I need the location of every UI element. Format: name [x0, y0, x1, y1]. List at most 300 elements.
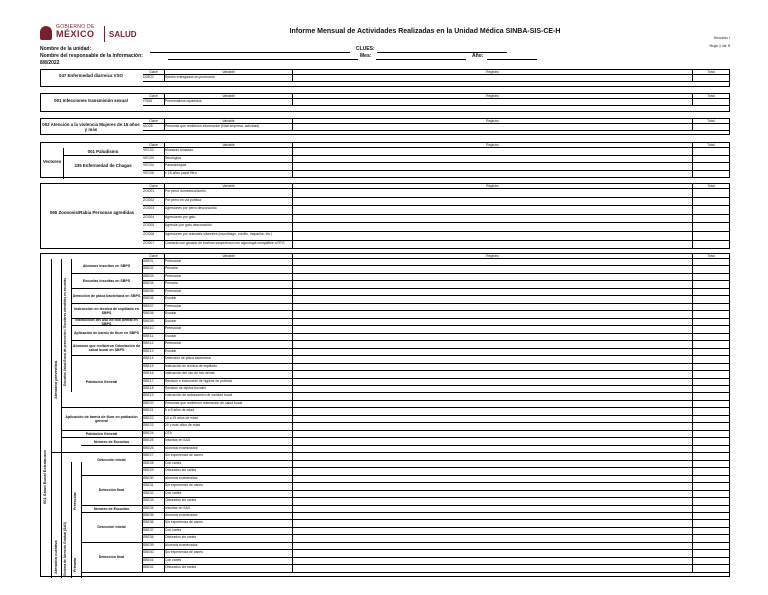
- row-total-input[interactable]: [693, 259, 730, 266]
- row-variable: Escolar: [165, 296, 293, 303]
- row-registro-input[interactable]: [293, 356, 693, 363]
- row-registro-input[interactable]: [293, 163, 693, 171]
- report-title: Informe Mensual de Actividades Realizadas en la Unidad Médica SINBA-SIS-CE-H: [289, 28, 561, 35]
- row-clave: ZOO02: [143, 198, 165, 207]
- row-clave: SBE26: [143, 446, 165, 453]
- section-number: Sección I: [713, 35, 730, 40]
- row-clave: ZOO01: [143, 189, 165, 198]
- row-clave: VEC03: [143, 156, 165, 164]
- escuelas-vertical-label: Escuelas Salud Bucal de prevención / Escolares atendidos en escuelas: [63, 277, 67, 386]
- row-total-input[interactable]: [693, 498, 730, 505]
- row-total-input[interactable]: [693, 483, 730, 490]
- row-clave: SBE08: [143, 311, 165, 318]
- group-label: Escuelas inscritas en SBPS: [71, 274, 143, 289]
- row-registro-input[interactable]: [293, 483, 693, 490]
- row-clave: ZOO07: [143, 241, 165, 250]
- group-label: Detección inicial: [81, 513, 143, 543]
- section-salud-bucal: [40, 253, 730, 577]
- primaria-vertical-label: Primaria: [73, 557, 77, 572]
- chagas-label: 235 Enfermedad de Chagas: [74, 163, 132, 168]
- row-total-input[interactable]: [693, 296, 730, 303]
- row-registro-input[interactable]: [293, 446, 693, 453]
- row-clave: SBE12: [143, 341, 165, 348]
- row-total-input[interactable]: [693, 438, 730, 445]
- row-registro-input[interactable]: [293, 379, 693, 386]
- row-variable: Preservativos repartidos: [165, 99, 293, 106]
- responsible-field[interactable]: [168, 59, 358, 60]
- col-variable: Variable: [165, 184, 293, 189]
- row-variable: Personas que recibieron información (total empresa, actividad): [165, 124, 293, 131]
- row-total-input[interactable]: [693, 379, 730, 386]
- row-total-input[interactable]: [693, 156, 730, 164]
- row-clave: SBE42: [143, 565, 165, 572]
- row-total-input[interactable]: [693, 189, 730, 198]
- row-clave: SBE29: [143, 468, 165, 475]
- row-variable: Con caries: [165, 461, 293, 468]
- row-total-input[interactable]: [693, 171, 730, 179]
- row-registro-input[interactable]: [293, 198, 693, 207]
- col-registro: Registro: [293, 143, 693, 148]
- group-label: Detección inicial: [81, 446, 143, 476]
- row-total-input[interactable]: [693, 393, 730, 400]
- row-total-input[interactable]: [693, 163, 730, 171]
- row-registro-input[interactable]: [293, 334, 693, 341]
- row-total-input[interactable]: [693, 75, 730, 82]
- row-variable: Obturados sin caries: [165, 468, 293, 475]
- row-clave: SBE16: [143, 371, 165, 378]
- row-variable: Primaria: [165, 266, 293, 273]
- row-total-input[interactable]: [693, 341, 730, 348]
- col-total: Total: [693, 184, 730, 189]
- row-variable: Revisión de tejidos bucales: [165, 386, 293, 393]
- group-label: Instrucción en técnica de cepillado en SBPS: [71, 304, 143, 319]
- col-registro: Registro: [293, 119, 693, 124]
- clues-label: CLUES:: [356, 46, 375, 52]
- vectores-label: Vectores: [42, 159, 62, 164]
- row-registro-input[interactable]: [293, 520, 693, 527]
- year-label: Año:: [472, 53, 484, 59]
- col-registro: Registro: [293, 254, 693, 259]
- col-total: Total: [693, 94, 730, 99]
- row-total-input[interactable]: [693, 124, 730, 131]
- row-total-input[interactable]: [693, 304, 730, 311]
- section-diarrheal: [40, 69, 730, 87]
- row-total-input[interactable]: [693, 423, 730, 430]
- row-total-input[interactable]: [693, 274, 730, 281]
- row-total-input[interactable]: [693, 550, 730, 557]
- row-registro-input[interactable]: [293, 274, 693, 281]
- row-registro-input[interactable]: [293, 565, 693, 572]
- row-registro-input[interactable]: [293, 476, 693, 483]
- row-total-input[interactable]: [693, 558, 730, 565]
- row-registro-input[interactable]: [293, 386, 693, 393]
- row-variable: Alumnos examinados: [165, 513, 293, 520]
- row-variable: Sin experiencia de caries: [165, 483, 293, 490]
- col-clave: Clave: [143, 94, 165, 99]
- group-label: Aplicación de barniz de flúor en población general: [61, 408, 143, 430]
- row-registro-input[interactable]: [293, 543, 693, 550]
- row-clave: SBE06: [143, 296, 165, 303]
- month-field[interactable]: [376, 59, 466, 60]
- row-clave: ZOO03: [143, 206, 165, 215]
- row-registro-input[interactable]: [293, 431, 693, 438]
- row-clave: ITS55: [143, 99, 165, 106]
- row-registro-input[interactable]: [293, 513, 693, 520]
- row-clave: DDE22: [143, 75, 165, 82]
- row-clave: SBE14: [143, 356, 165, 363]
- row-total-input[interactable]: [693, 356, 730, 363]
- row-registro-input[interactable]: [293, 393, 693, 400]
- row-clave: VIO25: [143, 124, 165, 131]
- page-info: [710, 34, 730, 50]
- row-variable: Por perro en vía pública: [165, 198, 293, 207]
- row-variable: Inscritas en SAG: [165, 438, 293, 445]
- row-total-input[interactable]: [693, 311, 730, 318]
- row-total-input[interactable]: [693, 491, 730, 498]
- row-total-input[interactable]: [693, 408, 730, 415]
- row-total-input[interactable]: [693, 334, 730, 341]
- section-violence: [40, 118, 730, 135]
- row-variable: Agresiones por perro desconocido: [165, 206, 293, 215]
- group-label: Detección final: [81, 543, 143, 573]
- row-variable: Con caries: [165, 491, 293, 498]
- group-label: Alumnos que recibieron Orientación de salud bucal en SBPS: [71, 341, 143, 356]
- row-registro-input[interactable]: [293, 232, 693, 241]
- row-total-input[interactable]: [693, 349, 730, 356]
- row-variable: Agresión por gato desconocido: [165, 223, 293, 232]
- atencion-curativa-vertical-label: Atención curativa: [53, 540, 58, 574]
- row-registro-input[interactable]: [293, 461, 693, 468]
- row-total-input[interactable]: [693, 431, 730, 438]
- row-registro-input[interactable]: [293, 215, 693, 224]
- row-variable: Sin experiencia de caries: [165, 520, 293, 527]
- row-clave: SBE41: [143, 558, 165, 565]
- row-clave: SBE34: [143, 506, 165, 513]
- row-variable: 10 a 19 años de edad: [165, 416, 293, 423]
- row-registro-input[interactable]: [293, 311, 693, 318]
- row-registro-input[interactable]: [293, 491, 693, 498]
- col-variable: Variable: [165, 119, 293, 124]
- row-variable: Sin experiencia de caries: [165, 453, 293, 460]
- row-total-input[interactable]: [693, 565, 730, 572]
- row-variable: Sin experiencia de caries: [165, 550, 293, 557]
- eagle-emblem-icon: [40, 26, 52, 40]
- row-clave: SBE39: [143, 543, 165, 550]
- report-date: 8/8/2022: [40, 60, 60, 66]
- preescolar-vertical-label: Preescolar: [73, 492, 77, 510]
- row-registro-input[interactable]: [293, 156, 693, 164]
- row-total-input[interactable]: [693, 289, 730, 296]
- group-label: Aplicación de barniz de flúor en SBPS: [71, 326, 143, 341]
- row-variable: Preescolar: [165, 304, 293, 311]
- sistema-atencion-vertical-label: Sistema de Atención Gradual (SAG): [63, 521, 67, 576]
- row-registro-input[interactable]: [293, 189, 693, 198]
- group-label: Detección de placa bacteriana en SBPS: [71, 289, 143, 304]
- row-total-input[interactable]: [693, 506, 730, 513]
- row-total-input[interactable]: [693, 468, 730, 475]
- row-total-input[interactable]: [693, 371, 730, 378]
- group-label: Detección final: [81, 476, 143, 506]
- row-clave: SBE28: [143, 461, 165, 468]
- row-total-input[interactable]: [693, 386, 730, 393]
- row-clave: ZOO06: [143, 232, 165, 241]
- row-registro-input[interactable]: [293, 364, 693, 371]
- row-clave: SBE18: [143, 386, 165, 393]
- row-registro-input[interactable]: [293, 124, 693, 131]
- row-variable: Preescolar: [165, 259, 293, 266]
- row-registro-input[interactable]: [293, 416, 693, 423]
- row-variable: Instrucción en técnica de cepillado: [165, 364, 293, 371]
- row-registro-input[interactable]: [293, 506, 693, 513]
- row-registro-input[interactable]: [293, 438, 693, 445]
- row-total-input[interactable]: [693, 401, 730, 408]
- row-registro-input[interactable]: [293, 528, 693, 535]
- row-variable: Escolar: [165, 334, 293, 341]
- col-registro: Registro: [293, 94, 693, 99]
- row-clave: SBE30: [143, 476, 165, 483]
- logo-salud-text: SALUD: [109, 30, 137, 39]
- row-variable: Revisión e instrucción de higiene de prótesis: [165, 379, 293, 386]
- col-variable: Variable: [165, 94, 293, 99]
- section-label: 047 Enfermedad diarreica VSO: [59, 73, 123, 78]
- row-registro-input[interactable]: [293, 349, 693, 356]
- row-total-input[interactable]: [693, 364, 730, 371]
- row-variable: Preescolar: [165, 341, 293, 348]
- row-clave: VEC05: [143, 171, 165, 179]
- row-variable: Obturados sin caries: [165, 535, 293, 542]
- row-clave: SBE23: [143, 423, 165, 430]
- row-registro-input[interactable]: [293, 401, 693, 408]
- row-clave: SBE21: [143, 408, 165, 415]
- row-registro-input[interactable]: [293, 223, 693, 232]
- col-total: Total: [693, 143, 730, 148]
- row-variable: Sobres entregados en promoción: [165, 75, 293, 82]
- row-variable: Escolar: [165, 311, 293, 318]
- row-total-input[interactable]: [693, 232, 730, 241]
- row-clave: SBE35: [143, 513, 165, 520]
- row-clave: SBE19: [143, 393, 165, 400]
- row-total-input[interactable]: [693, 416, 730, 423]
- row-registro-input[interactable]: [293, 319, 693, 326]
- row-variable: Preescolar: [165, 289, 293, 296]
- row-total-input[interactable]: [693, 241, 730, 250]
- row-registro-input[interactable]: [293, 550, 693, 557]
- row-variable: Con caries: [165, 528, 293, 535]
- row-variable: Parasitológica: [165, 163, 293, 171]
- group-label: Alumnos inscritos en SBPS: [71, 259, 143, 274]
- row-clave: SBE40: [143, 550, 165, 557]
- col-clave: Clave: [143, 184, 165, 189]
- logo-separator: [104, 26, 105, 42]
- row-total-input[interactable]: [693, 543, 730, 550]
- row-clave: SBE24: [143, 431, 165, 438]
- row-variable: Contacto con ganado de bovinos sospechoso con signología compatible a RTG: [165, 241, 293, 250]
- row-registro-input[interactable]: [293, 171, 693, 179]
- row-clave: SBE31: [143, 483, 165, 490]
- row-total-input[interactable]: [693, 319, 730, 326]
- row-total-input[interactable]: [693, 513, 730, 520]
- row-variable: Preescolar: [165, 274, 293, 281]
- row-variable: Instrucción de autoexamen de cavidad bucal: [165, 393, 293, 400]
- section-label: 060 Zoonosis/Rabia Personas agredidas: [49, 210, 135, 215]
- col-variable: Variable: [165, 70, 293, 75]
- row-variable: Agresiones por animales silvestres (murciélago, zorrillo, mapache, etc.): [165, 232, 293, 241]
- month-label: Mes:: [360, 53, 372, 59]
- row-variable: Alumnos examinados: [165, 446, 293, 453]
- row-clave: SBE05: [143, 289, 165, 296]
- row-variable: Personas que recibieron orientación de salud bucal: [165, 401, 293, 408]
- row-registro-input[interactable]: [293, 326, 693, 333]
- section-zoonosis: [40, 183, 730, 249]
- row-variable: Escolar: [165, 319, 293, 326]
- row-clave: SBE07: [143, 304, 165, 311]
- row-total-input[interactable]: [693, 206, 730, 215]
- section-vectores: [40, 142, 730, 178]
- row-variable: Alumnos examinados: [165, 476, 293, 483]
- row-total-input[interactable]: [693, 535, 730, 542]
- salud-bucal-vertical-label: 001 Salud Bucal Extramuros: [42, 449, 47, 504]
- row-variable: Alumnos examinados: [165, 543, 293, 550]
- row-clave: SBE32: [143, 491, 165, 498]
- row-variable: Obturados sin caries: [165, 498, 293, 505]
- row-clave: SBE33: [143, 498, 165, 505]
- row-registro-input[interactable]: [293, 206, 693, 215]
- row-variable: Primaria: [165, 281, 293, 288]
- row-total-input[interactable]: [693, 446, 730, 453]
- row-registro-input[interactable]: [293, 558, 693, 565]
- row-registro-input[interactable]: [293, 75, 693, 82]
- logo-mexico-text: MÉXICO: [56, 29, 95, 39]
- row-variable: Obturados sin caries: [165, 565, 293, 572]
- row-variable: < 15 años papel filtro: [165, 171, 293, 179]
- row-registro-input[interactable]: [293, 371, 693, 378]
- group-label: Instrucción del uso de hilo dental en SBPS: [71, 319, 143, 326]
- row-clave: SBE27: [143, 453, 165, 460]
- row-registro-input[interactable]: [293, 535, 693, 542]
- row-variable: Inscritas en SAG: [165, 506, 293, 513]
- row-clave: SBE11: [143, 334, 165, 341]
- row-variable: Detección de placa bacteriana: [165, 356, 293, 363]
- col-registro: Registro: [293, 70, 693, 75]
- page-number: Hoja 1 de 9: [709, 43, 730, 48]
- row-clave: SBE15: [143, 364, 165, 371]
- col-clave: Clave: [143, 143, 165, 148]
- row-variable: Con caries: [165, 558, 293, 565]
- row-total-input[interactable]: [693, 148, 730, 156]
- row-registro-input[interactable]: [293, 498, 693, 505]
- row-registro-input[interactable]: [293, 423, 693, 430]
- row-variable: Preescolar: [165, 326, 293, 333]
- row-total-input[interactable]: [693, 453, 730, 460]
- col-registro: Registro: [293, 184, 693, 189]
- row-registro-input[interactable]: [293, 241, 693, 250]
- row-registro-input[interactable]: [293, 341, 693, 348]
- row-clave: SBE17: [143, 379, 165, 386]
- row-clave: VEC04: [143, 163, 165, 171]
- col-variable: Variable: [165, 143, 293, 148]
- row-variable: Muestras tomadas: [165, 148, 293, 156]
- row-total-input[interactable]: [693, 528, 730, 535]
- row-total-input[interactable]: [693, 198, 730, 207]
- col-clave: Clave: [143, 119, 165, 124]
- row-clave: SBE25: [143, 438, 165, 445]
- row-variable: Por perro doméstico/dueño: [165, 189, 293, 198]
- row-clave: SBE02: [143, 266, 165, 273]
- unit-name-field[interactable]: [150, 52, 350, 53]
- row-clave: SBE22: [143, 416, 165, 423]
- row-total-input[interactable]: [693, 461, 730, 468]
- section-its: [40, 93, 730, 112]
- row-clave: SBE13: [143, 349, 165, 356]
- row-total-input[interactable]: [693, 520, 730, 527]
- row-clave: SBE36: [143, 520, 165, 527]
- row-total-input[interactable]: [693, 281, 730, 288]
- row-total-input[interactable]: [693, 266, 730, 273]
- group-label: Población General: [61, 356, 143, 408]
- row-total-input[interactable]: [693, 215, 730, 224]
- row-registro-input[interactable]: [293, 281, 693, 288]
- row-total-input[interactable]: [693, 99, 730, 106]
- row-registro-input[interactable]: [293, 453, 693, 460]
- row-registro-input[interactable]: [293, 304, 693, 311]
- row-clave: SBE01: [143, 259, 165, 266]
- row-clave: VEC02: [143, 148, 165, 156]
- row-total-input[interactable]: [693, 476, 730, 483]
- row-registro-input[interactable]: [293, 266, 693, 273]
- row-variable: Instrucción del uso de hilo dental: [165, 371, 293, 378]
- row-clave: SBE09: [143, 319, 165, 326]
- row-registro-input[interactable]: [293, 99, 693, 106]
- group-label: Población General: [61, 431, 143, 438]
- row-registro-input[interactable]: [293, 296, 693, 303]
- year-field[interactable]: [487, 59, 537, 60]
- row-clave: ZOO05: [143, 223, 165, 232]
- row-variable: 5 a 9 años de edad: [165, 408, 293, 415]
- row-clave: SBE20: [143, 401, 165, 408]
- responsible-label: Nombre del responsable de la información:: [40, 53, 143, 59]
- row-variable: OTA: [165, 431, 293, 438]
- col-total: Total: [693, 70, 730, 75]
- report-page: [40, 22, 730, 582]
- row-registro-input[interactable]: [293, 148, 693, 156]
- clues-field[interactable]: [377, 52, 507, 53]
- row-total-input[interactable]: [693, 223, 730, 232]
- col-variable: Variable: [165, 254, 293, 259]
- row-clave: ZOO04: [143, 215, 165, 224]
- group-label: Número de Escuelas: [81, 438, 143, 445]
- row-registro-input[interactable]: [293, 289, 693, 296]
- row-variable: Agresiones por gato: [165, 215, 293, 224]
- section-label: 001 Infecciones transmisión sexual: [54, 98, 128, 103]
- row-registro-input[interactable]: [293, 468, 693, 475]
- row-registro-input[interactable]: [293, 408, 693, 415]
- col-clave: Clave: [143, 254, 165, 259]
- atencion-preventiva-vertical-label: Atención preventiva: [53, 360, 58, 399]
- row-registro-input[interactable]: [293, 259, 693, 266]
- row-clave: SBE38: [143, 535, 165, 542]
- row-variable: Escolar: [165, 349, 293, 356]
- col-clave: Clave: [143, 70, 165, 75]
- row-clave: SBE04: [143, 281, 165, 288]
- logo-gobierno-text: GOBIERNO DE: [56, 24, 95, 30]
- row-total-input[interactable]: [693, 326, 730, 333]
- col-total: Total: [693, 254, 730, 259]
- group-label: Número de Escuelas: [81, 506, 143, 513]
- row-clave: SBE37: [143, 528, 165, 535]
- row-clave: SBE03: [143, 274, 165, 281]
- row-variable: Serológica: [165, 156, 293, 164]
- paludismo-label: 001 Paludismo: [87, 149, 119, 154]
